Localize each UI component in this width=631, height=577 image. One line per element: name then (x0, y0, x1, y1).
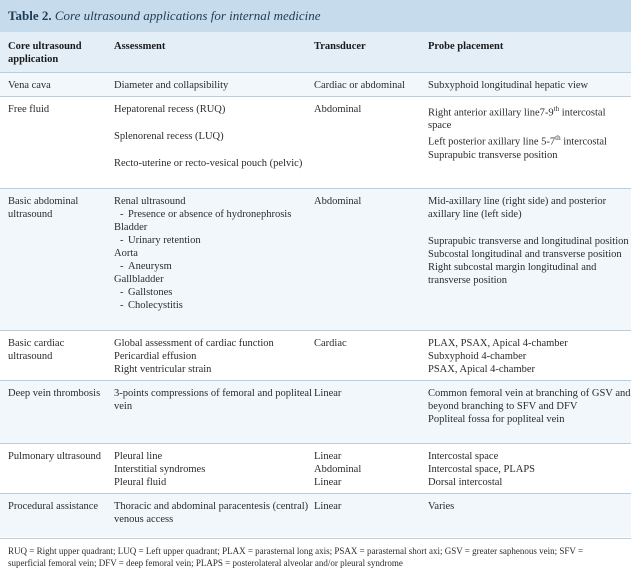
table-row (0, 493, 631, 537)
probe-line: Subcostal longitudinal and transverse position (428, 248, 622, 260)
cell-probe (428, 443, 631, 493)
cell-assessment (114, 330, 314, 380)
header-transducer: Transducer (314, 41, 366, 52)
assessment-line: Thoracic and abdominal paracentesis (central) venous access (114, 500, 309, 525)
probe-line: Subxyphoid longitudinal hepatic view (428, 79, 589, 91)
cell-assessment (114, 443, 314, 493)
probe-line: PLAX, PSAX, Apical 4-chamber (428, 337, 568, 349)
assessment-line: 3-points compressions of femoral and popliteal vein (114, 387, 312, 412)
cell-assessment (114, 380, 314, 443)
probe-line: PSAX, Apical 4-chamber (428, 363, 536, 375)
transducer-line: Linear (314, 450, 342, 462)
cell-application: Procedural assistance (8, 500, 99, 512)
probe-line: Common femoral vein at branching of GSV and beyond branching to SFV and DFV (428, 387, 631, 412)
table-number: Table 2. (8, 8, 52, 23)
header-assessment: Assessment (114, 41, 166, 52)
probe-line: Right anterior axillary line7-9th intercostal space (428, 104, 606, 131)
probe-line: Intercostal space, PLAPS (428, 463, 536, 475)
header-probe-placement: Probe placement (428, 41, 504, 52)
cell-probe (428, 493, 631, 537)
probe-line: Right subcostal margin longitudinal and transverse position (428, 261, 597, 286)
cell-probe (428, 96, 631, 188)
probe-line: Mid-axillary line (right side) and posterior axillary line (left side) (428, 195, 607, 220)
cell-transducer (314, 96, 428, 188)
table-row (0, 380, 631, 443)
probe-line: Popliteal fossa for popliteal vein (428, 413, 565, 425)
cell-transducer (314, 493, 428, 537)
probe-line: Intercostal space (428, 450, 499, 462)
transducer-line: Abdominal (314, 463, 362, 475)
assessment-bullet: - Aneurysm (120, 260, 172, 272)
table-row (0, 72, 631, 96)
cell-application: Free fluid (8, 103, 50, 115)
cell-application: Basic abdominal ultrasound (8, 195, 79, 220)
transducer-line: Linear (314, 387, 342, 399)
assessment-line: Aorta (114, 247, 138, 259)
assessment-line: Bladder (114, 221, 148, 233)
cell-application: Vena cava (8, 79, 51, 91)
table-title: Core ultrasound applications for internal medicine (54, 8, 321, 23)
cell-application: Basic cardiac ultrasound (8, 337, 65, 362)
cell-assessment (114, 188, 314, 330)
transducer-line: Abdominal (314, 103, 362, 115)
cell-probe (428, 72, 631, 96)
assessment-bullet: - Presence or absence of hydronephrosis (120, 208, 292, 220)
table-row (0, 96, 631, 188)
probe-line: Dorsal intercostal (428, 476, 503, 488)
assessment-line: Interstitial syndromes (114, 463, 206, 475)
probe-line: Subxyphoid 4-chamber (428, 350, 527, 362)
ultrasound-table (0, 32, 631, 537)
header-application: Core ultrasound application (8, 41, 82, 65)
transducer-line: Cardiac or abdominal (314, 79, 405, 91)
assessment-line: Pericardial effusion (114, 350, 197, 362)
table-row (0, 443, 631, 493)
assessment-line: Recto-uterine or recto-vesical pouch (pelvic) (114, 157, 303, 169)
table-caption (0, 0, 631, 32)
cell-assessment (114, 493, 314, 537)
assessment-line: Right ventricular strain (114, 363, 212, 375)
transducer-line: Abdominal (314, 195, 362, 207)
assessment-bullet: - Cholecystitis (120, 299, 183, 311)
cell-transducer (314, 188, 428, 330)
table-row (0, 188, 631, 330)
cell-transducer (314, 443, 428, 493)
table-footnote: RUQ = Right upper quadrant; LUQ = Left upper quadrant; PLAX = parasternal long axis; PSAX = parasternal short axi; GSV = greater saphenous vein; SFV = superficial femoral vein; DFV = deep femoral vein; PLAPS = posterolateral alveolar and/or pleural syndrome (0, 538, 631, 577)
cell-transducer (314, 330, 428, 380)
assessment-line: Splenorenal recess (LUQ) (114, 130, 224, 142)
cell-transducer (314, 72, 428, 96)
assessment-line: Pleural fluid (114, 476, 167, 488)
transducer-line: Cardiac (314, 337, 347, 349)
cell-assessment (114, 72, 314, 96)
table-row (0, 330, 631, 380)
assessment-bullet: - Gallstones (120, 286, 173, 298)
transducer-line: Linear (314, 500, 342, 512)
assessment-line: Renal ultrasound (114, 195, 186, 207)
probe-line: Suprapubic transverse and longitudinal position (428, 235, 629, 247)
cell-assessment (114, 96, 314, 188)
cell-application: Deep vein thrombosis (8, 387, 101, 399)
transducer-line: Linear (314, 476, 342, 488)
assessment-line: Diameter and collapsibility (114, 79, 229, 91)
probe-line: Varies (428, 500, 455, 512)
assessment-bullet: - Urinary retention (120, 234, 201, 246)
cell-probe (428, 188, 631, 330)
cell-probe (428, 330, 631, 380)
assessment-line: Hepatorenal recess (RUQ) (114, 103, 226, 115)
assessment-line: Gallbladder (114, 273, 164, 285)
probe-line: Left posterior axillary line 5-7th intercostal (428, 134, 607, 148)
assessment-line: Pleural line (114, 450, 163, 462)
cell-application: Pulmonary ultrasound (8, 450, 102, 462)
probe-line: Suprapubic transverse position (428, 149, 558, 161)
cell-probe (428, 380, 631, 443)
assessment-line: Global assessment of cardiac function (114, 337, 274, 349)
cell-transducer (314, 380, 428, 443)
table-header-row (0, 32, 631, 72)
